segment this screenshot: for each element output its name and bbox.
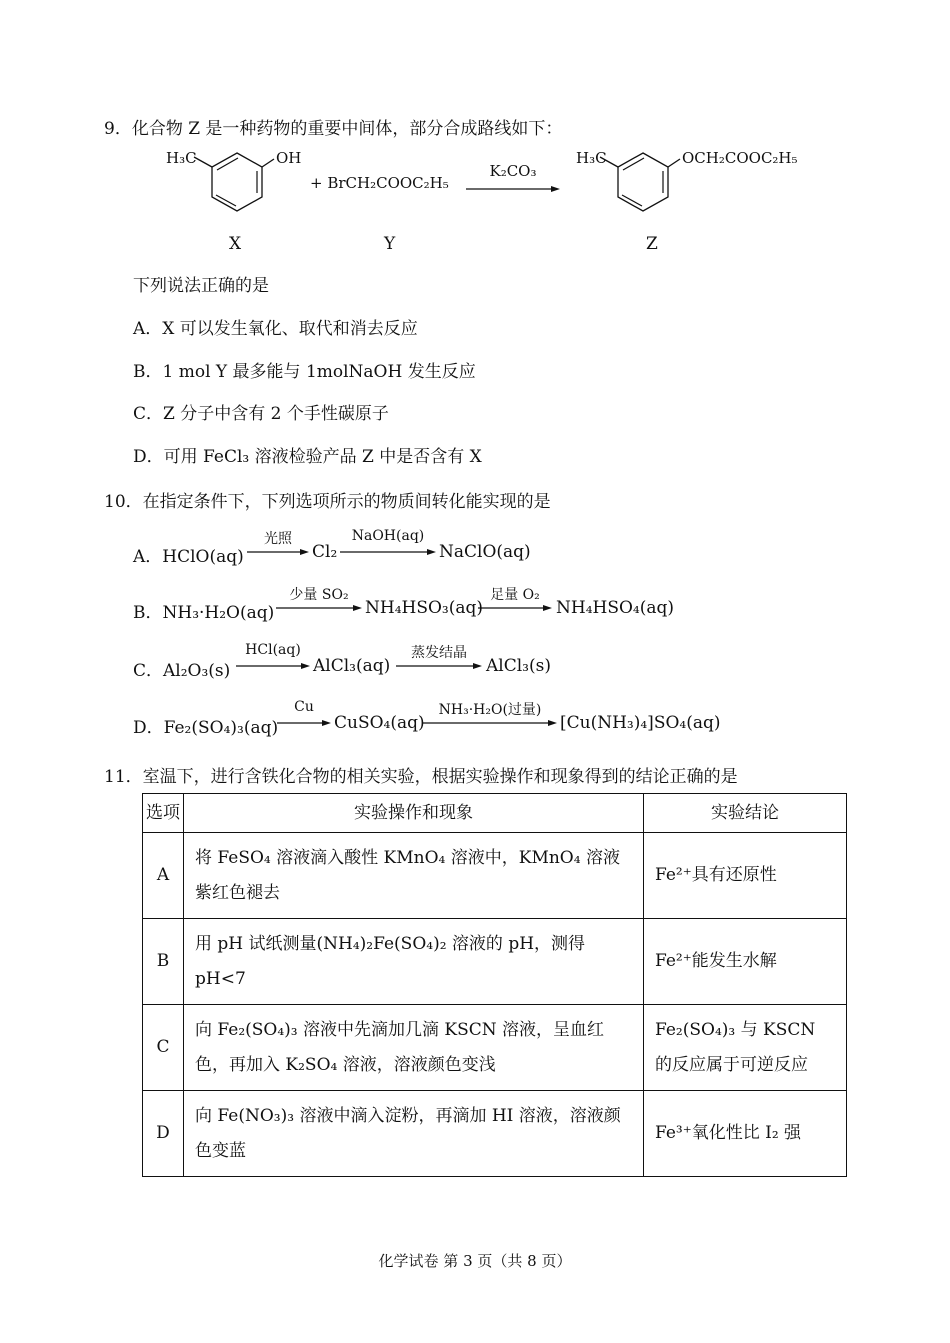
header-operation: 实验操作和现象 bbox=[184, 794, 644, 833]
header-conclusion: 实验结论 bbox=[644, 794, 847, 833]
row-operation: 向 Fe₂(SO₄)₃ 溶液中先滴加几滴 KSCN 溶液，呈血红色，再加入 K₂SO₄ 溶液，溶液颜色变浅 bbox=[184, 1005, 644, 1091]
row-option: A bbox=[143, 833, 184, 919]
q10-b-arrow2 bbox=[478, 587, 552, 612]
header-option: 选项 bbox=[143, 794, 184, 833]
q10-a-cond1: 光照 bbox=[264, 531, 292, 547]
q10-c-cond2: 蒸发结晶 bbox=[411, 645, 467, 661]
arrow-icon bbox=[247, 548, 309, 556]
hydroxyl-group: OH bbox=[276, 149, 302, 167]
q11-stem: 11．室温下，进行含铁化合物的相关实验，根据实验操作和现象得到的结论正确的是 bbox=[104, 767, 738, 787]
arrow-icon bbox=[340, 548, 436, 556]
arrow-icon bbox=[423, 719, 557, 727]
row-conclusion: Fe²⁺具有还原性 bbox=[644, 833, 847, 919]
q10-a-end: NaClO(aq) bbox=[439, 542, 531, 562]
q10-b-end: NH₄HSO₄(aq) bbox=[556, 598, 675, 618]
row-operation: 向 Fe(NO₃)₃ 溶液中滴入淀粉，再滴加 HI 溶液，溶液颜色变蓝 bbox=[184, 1091, 644, 1177]
q9-option-d: D．可用 FeCl₃ 溶液检验产品 Z 中是否含有 X bbox=[133, 447, 482, 467]
row-operation: 用 pH 试纸测量(NH₄)₂Fe(SO₄)₂ 溶液的 pH，测得 pH<7 bbox=[184, 919, 644, 1005]
q10-stem: 10．在指定条件下，下列选项所示的物质间转化能实现的是 bbox=[104, 492, 551, 512]
arrow-icon bbox=[236, 662, 310, 670]
table-header-row bbox=[143, 794, 847, 833]
q10-b-mid: NH₄HSO₃(aq) bbox=[365, 598, 484, 618]
row-conclusion: Fe₂(SO₄)₃ 与 KSCN 的反应属于可逆反应 bbox=[644, 1005, 847, 1091]
q9-prompt: 下列说法正确的是 bbox=[133, 276, 269, 296]
page-footer: 化学试卷 第 3 页（共 8 页） bbox=[378, 1252, 572, 1270]
q10-b-prefix: B．NH₃·H₂O(aq) bbox=[133, 603, 275, 623]
table-row bbox=[143, 1091, 847, 1177]
row-option: B bbox=[143, 919, 184, 1005]
row-conclusion: Fe³⁺氧化性比 I₂ 强 bbox=[644, 1091, 847, 1177]
q10-b-cond1: 少量 SO₂ bbox=[289, 587, 349, 603]
methyl-group: H₃C bbox=[576, 149, 607, 167]
reaction-arrow-q9 bbox=[466, 162, 560, 193]
condition-k2co3: K₂CO₃ bbox=[489, 162, 537, 180]
row-operation: 将 FeSO₄ 溶液滴入酸性 KMnO₄ 溶液中，KMnO₄ 溶液紫红色褪去 bbox=[184, 833, 644, 919]
q10-a-cond2: NaOH(aq) bbox=[351, 528, 425, 544]
q9-option-a: A．X 可以发生氧化、取代和消去反应 bbox=[133, 319, 418, 339]
q9-option-b: B．1 mol Y 最多能与 1molNaOH 发生反应 bbox=[133, 362, 476, 382]
arrow-icon bbox=[466, 185, 560, 193]
q10-d-arrow1 bbox=[277, 699, 331, 727]
q10-a-prefix: A．HClO(aq) bbox=[133, 547, 244, 567]
row-conclusion: Fe²⁺能发生水解 bbox=[644, 919, 847, 1005]
label-z: Z bbox=[646, 234, 658, 254]
q10-b-cond2: 足量 O₂ bbox=[490, 587, 540, 603]
q10-d-end: [Cu(NH₃)₄]SO₄(aq) bbox=[560, 713, 721, 733]
label-y: Y bbox=[384, 234, 396, 254]
q10-d-mid: CuSO₄(aq) bbox=[334, 713, 425, 733]
table-row bbox=[143, 919, 847, 1005]
table-row bbox=[143, 833, 847, 919]
label-x: X bbox=[229, 234, 242, 254]
arrow-icon bbox=[277, 719, 331, 727]
q10-b-arrow1 bbox=[276, 587, 362, 612]
q10-a-arrow2 bbox=[340, 528, 436, 556]
reagent-y: + BrCH₂COOC₂H₅ bbox=[310, 174, 449, 192]
q10-c-prefix: C．Al₂O₃(s) bbox=[133, 661, 231, 681]
q10-c-arrow1 bbox=[236, 642, 310, 670]
molecule-z bbox=[570, 145, 830, 225]
q10-a-arrow1 bbox=[247, 531, 309, 556]
q10-c-arrow2 bbox=[396, 645, 482, 670]
q10-d-cond1: Cu bbox=[294, 699, 314, 715]
row-option: C bbox=[143, 1005, 184, 1091]
q10-d-cond2: NH₃·H₂O(过量) bbox=[438, 702, 542, 718]
experiment-table bbox=[142, 793, 847, 1177]
ester-substituent: OCH₂COOC₂H₅ bbox=[682, 149, 798, 167]
q10-c-cond1: HCl(aq) bbox=[245, 642, 301, 658]
arrow-icon bbox=[276, 604, 362, 612]
q10-d-arrow2 bbox=[423, 702, 557, 727]
methyl-group: H₃C bbox=[166, 149, 197, 167]
table-row bbox=[143, 1005, 847, 1091]
q9-option-c: C．Z 分子中含有 2 个手性碳原子 bbox=[133, 404, 389, 424]
arrow-icon bbox=[396, 662, 482, 670]
row-option: D bbox=[143, 1091, 184, 1177]
q10-a-mid: Cl₂ bbox=[312, 542, 338, 562]
q10-d-prefix: D．Fe₂(SO₄)₃(aq) bbox=[133, 718, 279, 738]
q10-c-mid: AlCl₃(aq) bbox=[313, 656, 391, 676]
q9-stem: 9．化合物 Z 是一种药物的重要中间体，部分合成路线如下： bbox=[104, 119, 563, 139]
arrow-icon bbox=[478, 604, 552, 612]
molecule-x bbox=[160, 145, 310, 225]
q10-c-end: AlCl₃(s) bbox=[486, 656, 551, 676]
